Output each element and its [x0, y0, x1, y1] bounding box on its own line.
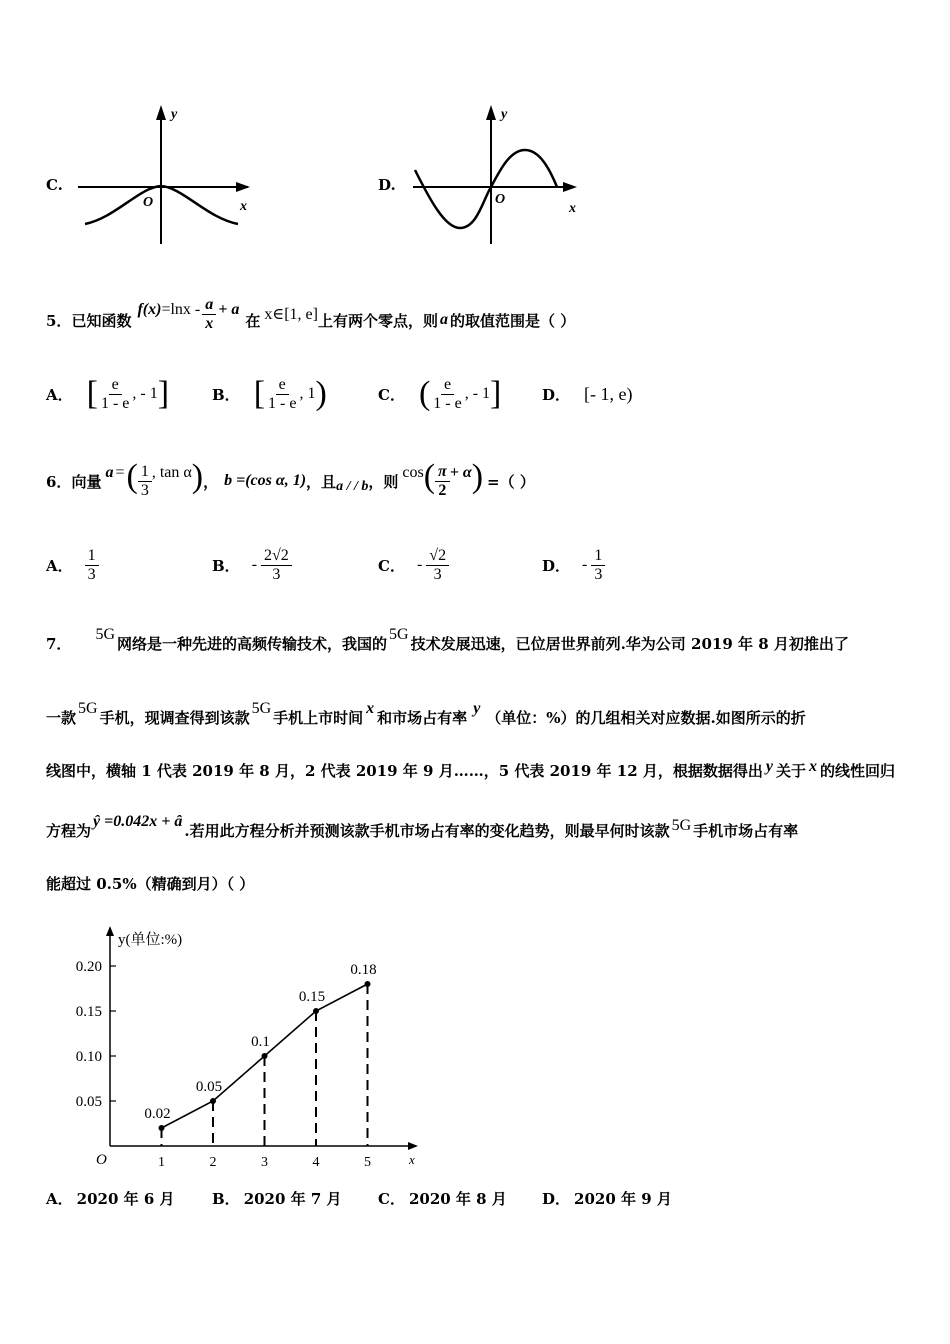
x-tick-label: 2 [209, 1155, 217, 1170]
graph-d-x-arrow [563, 182, 577, 192]
q5-lead: 已知函数 [71, 311, 132, 330]
q5-tail1: 上有两个零点，则 [317, 311, 438, 330]
question-6 [46, 452, 535, 510]
q7-number: 7． [46, 634, 72, 653]
q6-option-c-frac [426, 547, 449, 583]
q7-l2a: 一款 [46, 708, 77, 727]
q6-fraction [138, 463, 152, 499]
q6-option-d[interactable] [542, 540, 605, 590]
q6-parallel: a / / b [336, 479, 369, 494]
q5-option-b-den: 1 - e [268, 394, 297, 412]
q7-5g-1: 5G [95, 626, 115, 643]
x-tick-label: 5 [364, 1155, 371, 1170]
q5-mid: 在 [245, 311, 261, 330]
q5-number: 5． [46, 311, 72, 330]
data-label: 0.05 [195, 1079, 223, 1095]
q6-frac-num: 1 [138, 463, 152, 482]
q7-5g-5: 5G [671, 817, 692, 834]
q5-option-c-den: 1 - e [433, 394, 462, 412]
q7-l2b: 手机，现调查得到该款 [99, 708, 250, 727]
q6-pi-den: 2 [438, 481, 447, 499]
q7-option-d[interactable] [542, 1186, 672, 1210]
q5-option-a-rest: , - 1 [132, 385, 158, 402]
q6-cos-open: ( [423, 458, 436, 495]
graph-c-y-arrow [156, 105, 166, 120]
x-tick-label: 1 [158, 1155, 165, 1170]
question-5 [46, 295, 575, 345]
q5-option-a-close: ] [157, 375, 170, 412]
q5-option-d-label: D． [542, 385, 571, 404]
q6-plus-alpha: + α [449, 464, 472, 481]
q6-option-d-sign: - [582, 556, 588, 573]
graph-d-y-arrow [486, 105, 496, 120]
q6-option-b-num: 2√2 [261, 547, 292, 566]
q5-option-c-close: ] [490, 375, 502, 412]
data-point [365, 981, 371, 987]
q7-l4c: 手机市场占有率 [693, 821, 799, 840]
q6-tail: =（ ） [487, 472, 535, 491]
data-point [159, 1125, 165, 1131]
q5-option-a-num: e [109, 376, 122, 395]
q5-option-a-label: A． [46, 385, 73, 404]
q5-option-a[interactable] [46, 370, 169, 418]
q7-option-c[interactable] [378, 1186, 507, 1210]
q6-option-c-sign: - [416, 556, 423, 573]
q7-5g-2: 5G [389, 626, 409, 643]
q7-option-c-text: 2020 年 8 月 [408, 1189, 507, 1208]
q5-option-c-rest: , - 1 [464, 385, 491, 402]
x-axis-label: x [409, 1152, 415, 1167]
q7-line-3 [46, 755, 895, 785]
q7-l3c: 的线性回归 [820, 761, 896, 780]
q6-option-a-num: 1 [87, 546, 96, 564]
q7-line-5 [46, 868, 254, 898]
graph-d [405, 100, 590, 250]
q5-option-c-frac [430, 376, 464, 412]
graph-d-y-label: y [501, 107, 508, 122]
x-tick-label: 4 [312, 1155, 320, 1170]
q7-5g-3: 5G [78, 700, 98, 717]
q6-option-c-den: 3 [433, 565, 442, 583]
q6-b-expr: b =(cos α, 1) [224, 472, 307, 489]
graph-c-y-label: y [171, 107, 178, 122]
q7-l3a: 线图中，横轴 1 代表 2019 年 8 月，2 代表 2019 年 9 月……，5 代表 2019 年 12 月，根据数据得出 [46, 761, 763, 780]
q7-x-1: x [366, 700, 375, 717]
q6-open-paren: ( [126, 458, 138, 495]
q5-fraction [202, 296, 216, 332]
q7-option-c-label: C． [378, 1189, 405, 1208]
y-axis-label: y(单位:%) [118, 932, 183, 948]
q6-close-paren: ) [191, 458, 204, 495]
q7-line-4 [46, 812, 798, 848]
q7-l2d: 和市场占有率 [377, 708, 468, 727]
q6-eq: = [115, 464, 125, 481]
q5-option-a-open: [ [86, 375, 98, 412]
q5-f-rhs-b: + a [218, 301, 240, 318]
q6-option-d-frac [591, 547, 605, 583]
q7-l1a: 网络是一种先进的高频传输技术，我国的 [117, 634, 388, 653]
q6-option-c[interactable] [378, 540, 449, 590]
q7-y-2: y [765, 758, 773, 775]
q7-option-a[interactable] [46, 1186, 175, 1210]
y-tick-label: 0.15 [75, 1004, 102, 1020]
graph-d-x-label: x [569, 201, 576, 216]
q5-option-c[interactable] [378, 370, 501, 418]
q7-option-d-label: D． [542, 1189, 571, 1208]
q6-option-b-den: 3 [272, 565, 281, 583]
q5-option-c-num: e [441, 376, 454, 395]
q6-pi-num: π [435, 463, 450, 482]
q6-number: 6． [46, 472, 72, 491]
y-tick-label: 0.10 [75, 1049, 102, 1065]
graph-d-curve [415, 150, 557, 228]
q6-option-d-den: 3 [594, 565, 603, 583]
q7-option-d-text: 2020 年 9 月 [574, 1189, 672, 1208]
q5-option-c-open: ( [418, 375, 431, 412]
option-d-label: D. [378, 176, 396, 194]
q7-option-b-text: 2020 年 7 月 [243, 1189, 342, 1208]
q5-option-b[interactable] [212, 370, 327, 418]
y-tick-label: 0.05 [75, 1094, 102, 1110]
q7-line-1 [46, 628, 849, 658]
q6-then: ，则 [368, 472, 399, 491]
q7-l3b: 关于 [775, 761, 806, 780]
data-point [210, 1098, 216, 1104]
q6-option-b-frac [261, 547, 292, 583]
data-point [313, 1008, 319, 1014]
q6-option-c-label: C． [378, 556, 405, 575]
q7-equation: ŷ =0.042x + â [93, 813, 183, 830]
graph-c-origin-label: O [143, 195, 154, 210]
q6-rest: , tan α [151, 464, 192, 481]
q6-pi-frac [435, 463, 450, 499]
q5-tail2: 的取值范围是（ ） [450, 311, 576, 330]
q7-l4a: 方程为 [46, 821, 92, 840]
q6-vec-a: a [105, 464, 114, 481]
q6-frac-den: 3 [140, 481, 149, 499]
q5-option-b-label: B． [212, 385, 240, 404]
q7-l4b: .若用此方程分析并预测该款手机市场占有率的变化趋势，则最早何时该款 [184, 821, 670, 840]
q5-frac-den: x [205, 314, 214, 332]
graph-c [70, 100, 260, 250]
q7-l2c: 手机上市时间 [273, 708, 364, 727]
q7-5g-4: 5G [251, 700, 272, 717]
q5-option-b-rest: , 1 [299, 385, 316, 402]
graph-c-x-arrow [236, 182, 250, 192]
q5-f-rhs-a: =lnx - [161, 301, 201, 318]
line-chart [60, 918, 440, 1178]
q5-domain: x∈[1, e] [264, 306, 318, 323]
data-label: 0.15 [298, 989, 326, 1005]
q6-option-b[interactable] [212, 540, 292, 590]
q5-var: a [440, 311, 448, 328]
q5-option-b-close: ) [315, 375, 327, 412]
q5-f-lhs: f(x) [137, 301, 162, 318]
q6-option-d-label: D． [542, 556, 571, 575]
data-label: 0.02 [144, 1106, 171, 1122]
y-tick-label: 0.20 [75, 959, 102, 975]
q5-option-a-frac [98, 376, 132, 412]
q5-option-b-num: e [276, 376, 289, 395]
q7-y-1: y [473, 700, 481, 717]
q6-cond: ，且 [306, 472, 337, 491]
q5-option-c-label: C． [378, 385, 405, 404]
q5-option-b-open: [ [253, 375, 266, 412]
q5-option-d[interactable] [542, 370, 633, 418]
graph-c-x-label: x [240, 199, 247, 214]
x-tick-label: 3 [261, 1155, 268, 1170]
origin-label: O [96, 1152, 107, 1168]
q6-option-a-label: A． [46, 556, 73, 575]
q6-option-d-num: 1 [591, 547, 605, 566]
q7-l2e: （单位：%）的几组相关对应数据.如图所示的折 [486, 708, 806, 727]
q7-l5: 能超过 0.5%（精确到月）（ ） [46, 874, 255, 893]
option-c-label: C. [46, 176, 63, 194]
q7-option-a-label: A． [46, 1189, 73, 1208]
q7-option-b[interactable] [212, 1186, 342, 1210]
q6-comma: ， [203, 472, 219, 491]
q5-option-d-text: [- 1, e) [584, 383, 633, 404]
q7-l1b: 技术发展迅速，已位居世界前列.华为公司 2019 年 8 月初推出了 [410, 634, 849, 653]
q6-option-b-label: B． [212, 556, 240, 575]
graph-d-origin-label: O [495, 192, 506, 207]
q6-cos: cos [402, 464, 424, 481]
q7-option-b-label: B． [212, 1189, 240, 1208]
data-label: 0.1 [251, 1034, 270, 1050]
q7-line-2 [46, 702, 806, 732]
q5-frac-num: a [202, 296, 216, 315]
q5-option-a-den: 1 - e [100, 394, 130, 412]
q6-cos-close: ) [471, 458, 484, 495]
y-axis-arrow [106, 926, 114, 936]
q6-option-c-num: √2 [426, 547, 449, 566]
q6-option-a-frac [85, 547, 99, 583]
data-label: 0.18 [350, 962, 377, 978]
q6-option-a-den: 3 [85, 565, 99, 584]
data-point [262, 1053, 268, 1059]
q6-option-a[interactable] [46, 540, 99, 590]
q7-option-a-text: 2020 年 6 月 [76, 1189, 175, 1208]
q6-lead: 向量 [71, 472, 102, 491]
q7-x-2: x [809, 758, 817, 775]
q5-option-b-frac [265, 376, 299, 412]
x-axis-arrow [408, 1142, 418, 1150]
q6-option-b-sign: - [251, 556, 258, 573]
